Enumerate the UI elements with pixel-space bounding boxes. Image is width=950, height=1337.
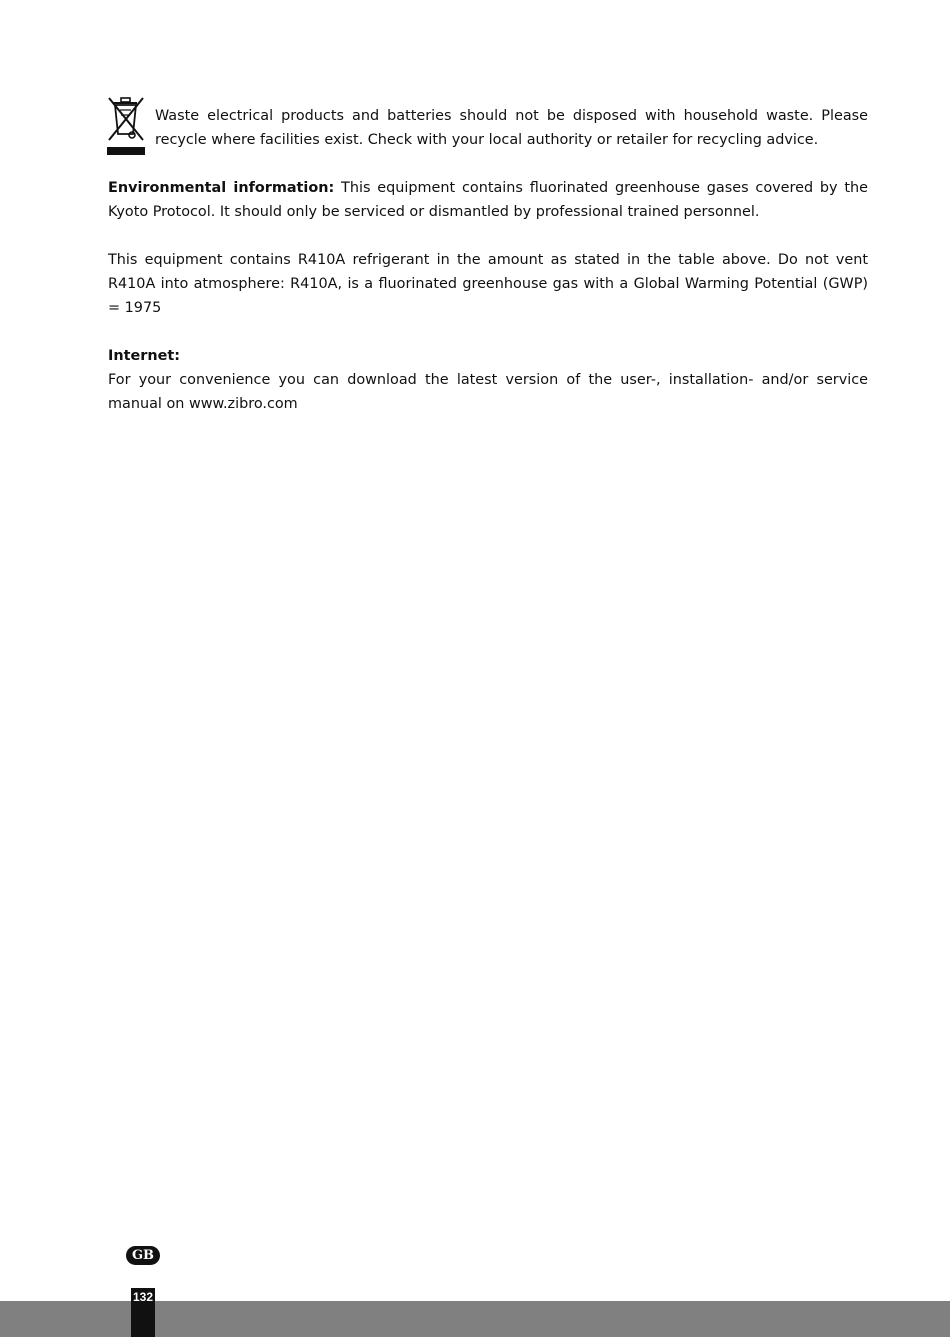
weee-notice (108, 104, 868, 152)
environmental-label: Environmental information: (108, 180, 335, 196)
page-content (108, 104, 868, 416)
page-number-tab (131, 1288, 155, 1337)
internet-heading: Internet: (108, 348, 180, 364)
page-number: 132 (132, 1290, 154, 1304)
crossed-out-wheelie-bin-icon (107, 96, 145, 156)
language-badge: GB (126, 1246, 160, 1265)
internet-text: For your convenience you can download the latest version of the user-, installation- and/or service manual on www.zibro.com (108, 372, 868, 412)
weee-text: Waste electrical products and batteries should not be disposed with household waste. Please recycle where facilities exist. Check with your local authority or retailer for recycling advice. (155, 108, 868, 148)
environmental-text: This equipment contains fluorinated greenhouse gases covered by the Kyoto Protocol. It should only be serviced or dismantled by professional trained personnel. (108, 180, 869, 220)
refrigerant-info: This equipment contains R410A refrigerant in the amount as stated in the table above. Do not vent R410A into atmosphere: R410A, is a fluorinated greenhouse gas with a Global Warming Potential (GWP) = 1975 (108, 252, 868, 316)
internet-section (108, 344, 868, 416)
environmental-info (108, 176, 868, 224)
